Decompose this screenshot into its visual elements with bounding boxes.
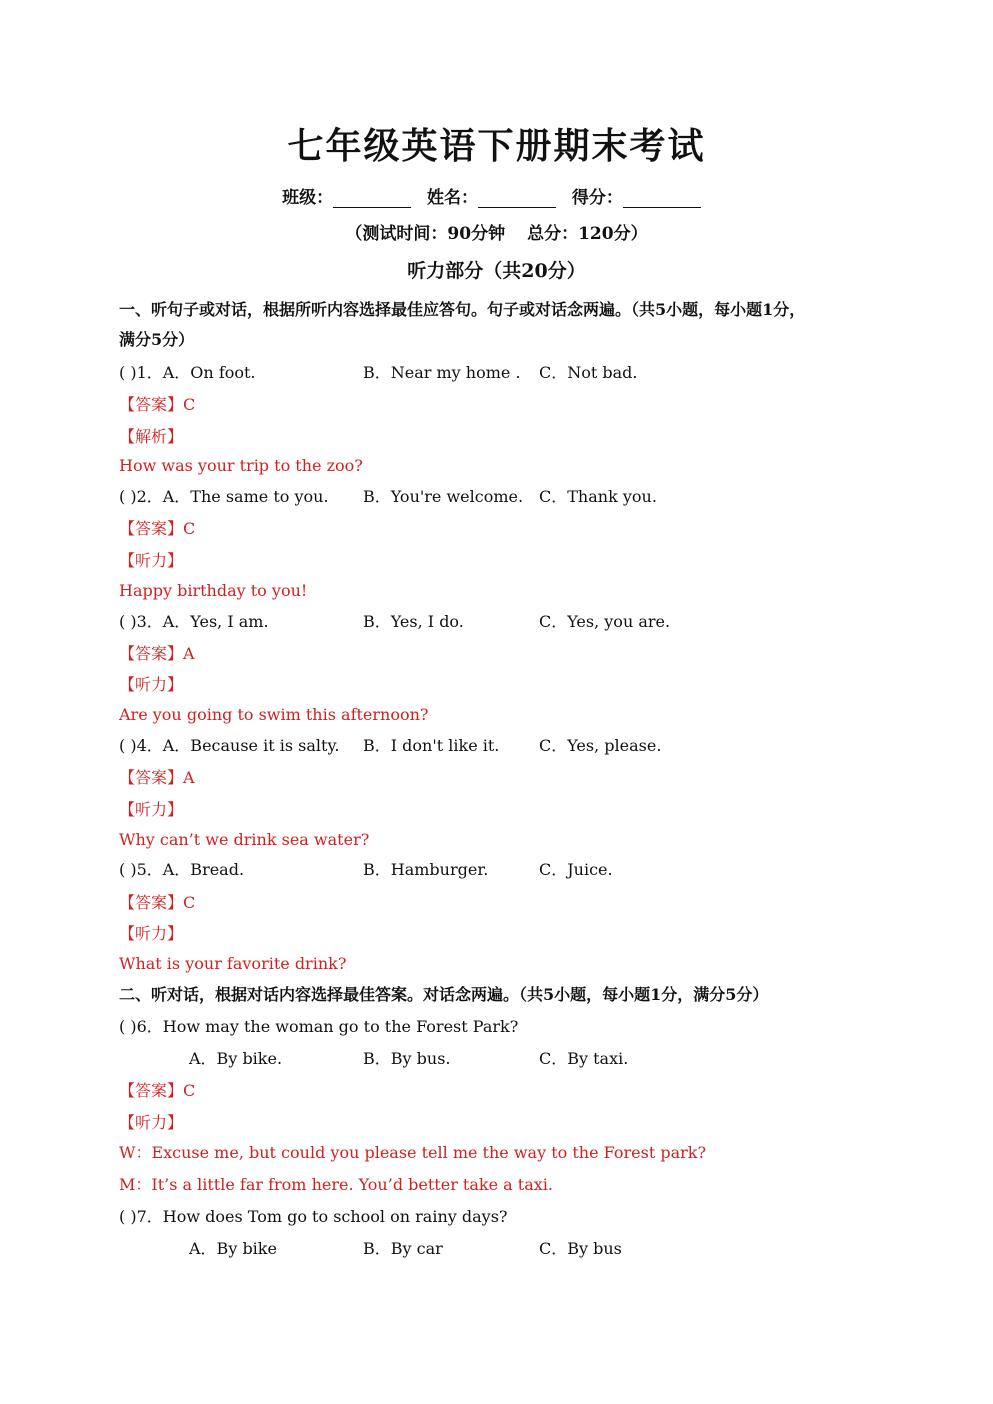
part1-instruction-cont: 满分5分） bbox=[119, 330, 195, 349]
q3-answer: 【答案】A bbox=[119, 644, 195, 663]
q7-option-b: B．By car bbox=[363, 1239, 443, 1258]
question-4 bbox=[119, 734, 819, 758]
q2-option-b: B．You're welcome. bbox=[363, 487, 524, 506]
q3-tag: 【听力】 bbox=[119, 675, 184, 694]
q6-tag: 【听力】 bbox=[119, 1113, 184, 1132]
page-title: 七年级英语下册期末考试 bbox=[287, 125, 706, 167]
q2-script: Happy birthday to you! bbox=[119, 581, 308, 600]
q2-option-c: C．Thank you. bbox=[539, 487, 657, 506]
q5-tag: 【听力】 bbox=[119, 924, 184, 943]
q2-stem-option-a: ( )2．A．The same to you. bbox=[119, 487, 329, 506]
question-5 bbox=[119, 858, 819, 882]
q6-options bbox=[119, 1047, 819, 1071]
exam-total: 总分：120分） bbox=[527, 224, 648, 244]
q3-stem-option-a: ( )3．A．Yes, I am. bbox=[119, 612, 269, 631]
exam-time: （测试时间：90分钟 bbox=[345, 224, 506, 244]
q4-stem-option-a: ( )4．A．Because it is salty. bbox=[119, 736, 340, 755]
question-3 bbox=[119, 610, 819, 634]
q6-script-w: W：Excuse me, but could you please tell me the way to the Forest park? bbox=[119, 1143, 707, 1162]
q1-option-c: C．Not bad. bbox=[539, 363, 638, 382]
q1-script: How was your trip to the zoo? bbox=[119, 456, 363, 475]
name-blank[interactable] bbox=[478, 189, 556, 208]
question-1 bbox=[119, 361, 819, 385]
q5-script: What is your favorite drink? bbox=[119, 954, 347, 973]
q7-stem: ( )7．How does Tom go to school on rainy days? bbox=[119, 1207, 508, 1226]
score-blank[interactable] bbox=[623, 189, 701, 208]
q5-option-b: B．Hamburger. bbox=[363, 860, 489, 879]
q5-option-c: C．Juice. bbox=[539, 860, 613, 879]
q1-tag: 【解析】 bbox=[119, 427, 184, 446]
q6-option-c: C．By taxi. bbox=[539, 1049, 629, 1068]
q6-option-a: A．By bike. bbox=[189, 1049, 283, 1068]
q7-options bbox=[119, 1237, 819, 1261]
student-info-line bbox=[0, 183, 993, 208]
q4-answer: 【答案】A bbox=[119, 768, 195, 787]
q1-answer: 【答案】C bbox=[119, 395, 196, 414]
class-label: 班级： bbox=[282, 188, 334, 208]
q5-answer: 【答案】C bbox=[119, 893, 196, 912]
exam-meta bbox=[0, 219, 993, 244]
q1-stem-option-a: ( )1．A．On foot. bbox=[119, 363, 256, 382]
q3-option-b: B．Yes, I do. bbox=[363, 612, 464, 631]
q7-option-a: A．By bike bbox=[189, 1239, 277, 1258]
q2-tag: 【听力】 bbox=[119, 551, 184, 570]
q7-option-c: C．By bus bbox=[539, 1239, 622, 1258]
q1-option-b: B．Near my home . bbox=[363, 363, 521, 382]
class-blank[interactable] bbox=[333, 189, 411, 208]
q6-script-m: M：It’s a little far from here. You’d better take a taxi. bbox=[119, 1175, 553, 1194]
q6-answer: 【答案】C bbox=[119, 1081, 196, 1100]
q4-option-b: B．I don't like it. bbox=[363, 736, 500, 755]
part-title: 听力部分（共20分） bbox=[407, 260, 586, 282]
q4-tag: 【听力】 bbox=[119, 800, 184, 819]
q3-script: Are you going to swim this afternoon? bbox=[119, 705, 429, 724]
q6-stem: ( )6．How may the woman go to the Forest Park? bbox=[119, 1017, 519, 1036]
score-label: 得分： bbox=[571, 188, 623, 208]
q3-option-c: C．Yes, you are. bbox=[539, 612, 671, 631]
q2-answer: 【答案】C bbox=[119, 519, 196, 538]
name-label: 姓名： bbox=[427, 188, 478, 208]
q5-stem-option-a: ( )5．A．Bread. bbox=[119, 860, 245, 879]
part1-instruction: 一、听句子或对话，根据所听内容选择最佳应答句。句子或对话念两遍。（共5小题，每小题1分， bbox=[119, 300, 806, 319]
q4-option-c: C．Yes, please. bbox=[539, 736, 662, 755]
q4-script: Why can’t we drink sea water? bbox=[119, 830, 370, 849]
question-2 bbox=[119, 485, 819, 509]
q6-option-b: B．By bus. bbox=[363, 1049, 451, 1068]
part2-instruction: 二、听对话，根据对话内容选择最佳答案。对话念两遍。（共5小题，每小题1分，满分5分） bbox=[119, 985, 769, 1004]
